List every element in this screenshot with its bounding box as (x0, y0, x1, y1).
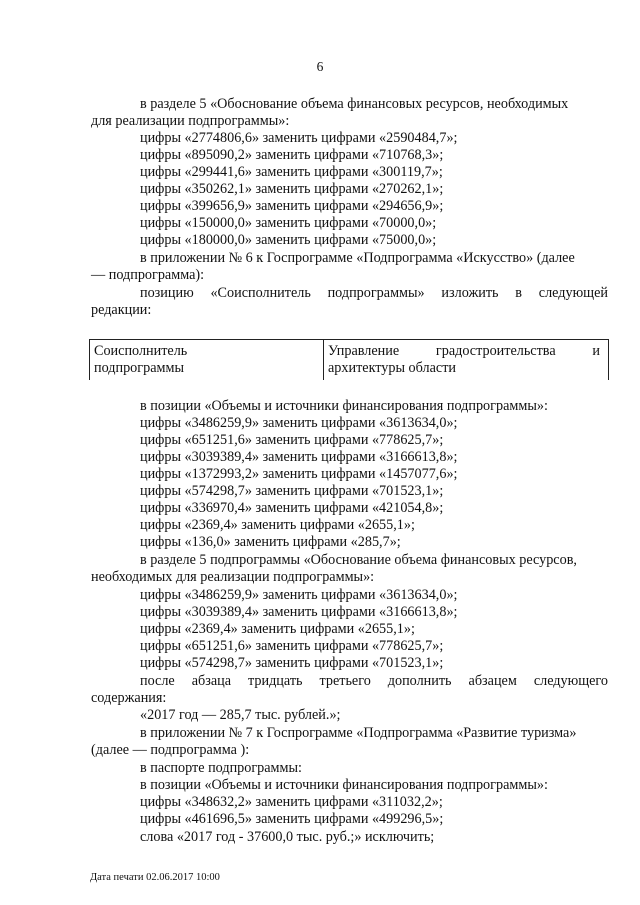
table-cell-line: архитектуры области (328, 360, 456, 376)
table-cell-line: Управление градостроительства и (328, 343, 600, 359)
document-line: в приложении № 6 к Госпрограмме «Подпрограмма «Искусство» (далее (140, 250, 575, 266)
document-line: цифры «3486259,9» заменить цифрами «3613634,0»; (140, 587, 458, 603)
document-line: цифры «299441,6» заменить цифрами «300119,7»; (140, 164, 443, 180)
co-executor-table (89, 339, 609, 380)
document-line: цифры «2369,4» заменить цифрами «2655,1»; (140, 517, 415, 533)
document-line: необходимых для реализации подпрограммы»: (91, 569, 375, 585)
document-line: цифры «2774806,6» заменить цифрами «2590484,7»; (140, 130, 458, 146)
document-line: цифры «651251,6» заменить цифрами «778625,7»; (140, 638, 444, 654)
document-line: цифры «399656,9» заменить цифрами «294656,9»; (140, 198, 444, 214)
document-line: цифры «348632,2» заменить цифрами «311032,2»; (140, 794, 443, 810)
document-line: в разделе 5 «Обоснование объема финансовых ресурсов, необходимых (140, 96, 569, 112)
document-line: цифры «150000,0» заменить цифрами «70000,0»; (140, 215, 437, 231)
page-number: 6 (316, 59, 324, 74)
print-date-footer: Дата печати 02.06.2017 10:00 (90, 872, 220, 883)
document-line: цифры «3039389,4» заменить цифрами «3166613,8»; (140, 604, 458, 620)
document-line: цифры «574298,7» заменить цифрами «701523,1»; (140, 483, 444, 499)
document-line: — подпрограмма): (91, 267, 205, 283)
table-cell-line: Соисполнитель (94, 343, 188, 359)
document-line: цифры «180000,0» заменить цифрами «75000,0»; (140, 232, 437, 248)
document-line: редакции: (91, 302, 152, 318)
table-cell-value (328, 343, 600, 377)
document-line: цифры «350262,1» заменить цифрами «270262,1»; (140, 181, 444, 197)
document-line: для реализации подпрограммы»: (91, 113, 290, 129)
document-line: цифры «895090,2» заменить цифрами «710768,3»; (140, 147, 444, 163)
document-line: позицию «Соисполнитель подпрограммы» изложить в следующей (140, 285, 608, 301)
document-line: цифры «1372993,2» заменить цифрами «1457077,6»; (140, 466, 458, 482)
document-line: слова «2017 год - 37600,0 тыс. руб.;» исключить; (140, 829, 435, 845)
document-line: (далее — подпрограмма ): (91, 742, 250, 758)
document-line: в приложении № 7 к Госпрограмме «Подпрограмма «Развитие туризма» (140, 725, 577, 741)
document-line: цифры «461696,5» заменить цифрами «499296,5»; (140, 811, 444, 827)
document-line: «2017 год — 285,7 тыс. рублей.»; (140, 707, 341, 723)
document-line: содержания: (91, 690, 167, 706)
table-column-divider (323, 340, 324, 380)
table-cell-line: подпрограммы (94, 360, 184, 376)
document-line: в паспорте подпрограммы: (140, 760, 302, 776)
document-line: цифры «651251,6» заменить цифрами «778625,7»; (140, 432, 444, 448)
table-cell-label (94, 343, 320, 377)
document-line: в разделе 5 подпрограммы «Обоснование объема финансовых ресурсов, (140, 552, 577, 568)
document-line: в позиции «Объемы и источники финансирования подпрограммы»: (140, 777, 548, 793)
document-line: после абзаца тридцать третьего дополнить абзацем следующего (140, 673, 608, 689)
document-line: цифры «336970,4» заменить цифрами «421054,8»; (140, 500, 444, 516)
document-line: цифры «574298,7» заменить цифрами «701523,1»; (140, 655, 444, 671)
document-line: цифры «2369,4» заменить цифрами «2655,1»; (140, 621, 415, 637)
document-line: цифры «136,0» заменить цифрами «285,7»; (140, 534, 401, 550)
document-line: в позиции «Объемы и источники финансирования подпрограммы»: (140, 398, 548, 414)
document-line: цифры «3486259,9» заменить цифрами «3613634,0»; (140, 415, 458, 431)
document-line: цифры «3039389,4» заменить цифрами «3166613,8»; (140, 449, 458, 465)
